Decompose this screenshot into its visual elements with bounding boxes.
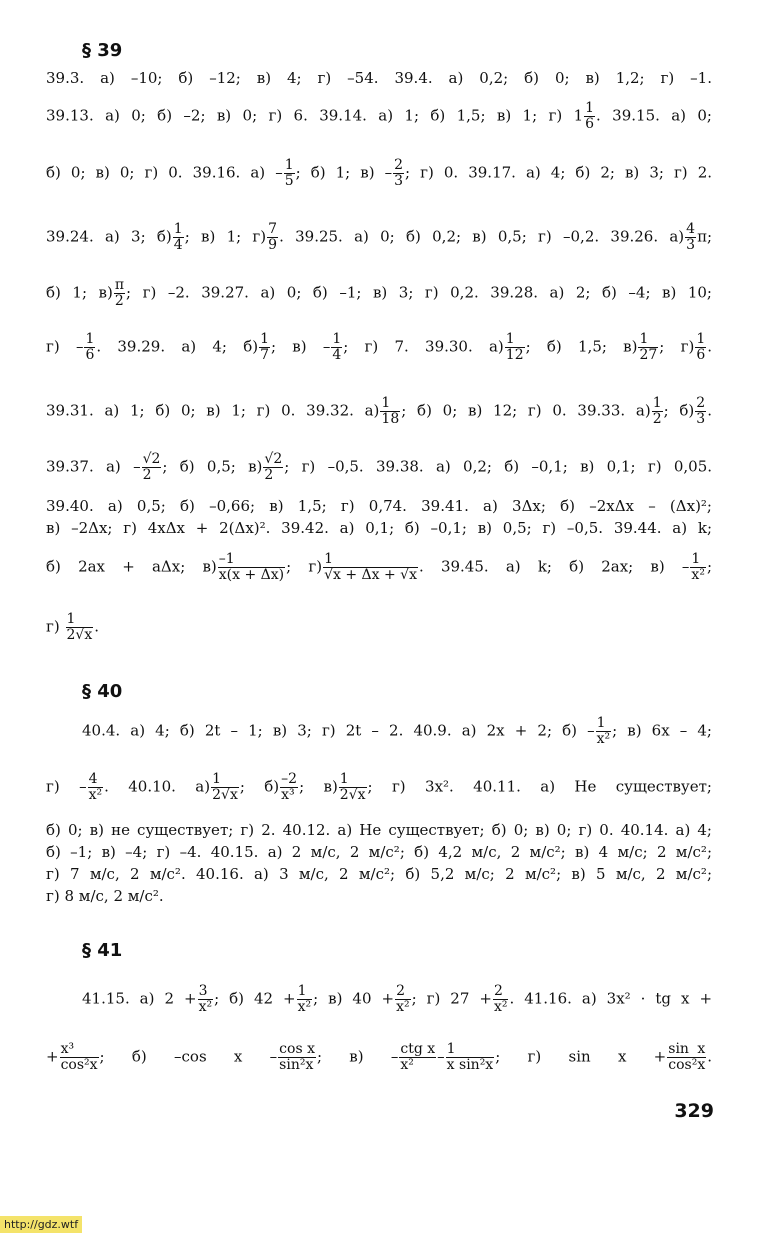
fraction: $\frac{4}{3}$: [686, 221, 696, 253]
fraction: $\frac{1}{6}$: [85, 331, 95, 363]
fraction: $\frac{\text{sin x}}{\text{cos²x}}$: [668, 1041, 706, 1073]
answer-line: в) –2Δx; г) 4xΔx + 2(Δx)². 39.42. а) 0,1; б) –0,1; в) 0,5; г) –0,5. 39.44. а) k;: [46, 519, 712, 537]
watermark-link[interactable]: http://gdz.wtf: [0, 1216, 82, 1233]
fraction: $\frac{1}{√x + \Delta x + √x}$: [324, 551, 417, 583]
fraction: $\frac{1}{7}$: [260, 331, 269, 363]
answer-line: 41.15. а) 2 + $\frac{3}{\text{x²}}$ ; б) 42 + $\frac{1}{\text{x²}}$ ; в) 40 + $\frac{2}{\text{x²}}$ ; г) 27 + $\frac{2}{\text{x²}}$ . 41.16. а) 3x² · tg x +: [82, 983, 713, 1015]
answer-line: 39.37. а) – $\frac{√2}{2}$ ; б) 0,5; в) $\frac{√2}{2}$ ; г) –0,5. 39.38. а) 0,2; б) –0,1; в) 0,1; г) 0,05.: [46, 451, 713, 483]
answer-line: 40.4. а) 4; б) 2t – 1; в) 3; г) 2t – 2. 40.9. а) 2x + 2; б) – $\frac{1}{\text{x²}}$ ; в) 6x – 4;: [82, 715, 712, 747]
fraction: $\frac{1}{\text{x sin²x}}$: [446, 1041, 494, 1073]
answer-line: г) – $\frac{4}{\text{x²}}$ . 40.10. а) $\frac{1}{2√x}$ ; б) $\frac{-2}{\text{x³}}$ ; в) $\frac{1}{2√x}$ ; г) 3x². 40.11. а) Не существует;: [46, 771, 712, 803]
answer-line: г) 7 м/с, 2 м/с². 40.16. а) 3 м/с, 2 м/с²; б) 5,2 м/с; 2 м/с²; в) 5 м/с, 2 м/с²;: [46, 865, 712, 883]
answer-line: б) –1; в) –4; г) –4. 40.15. а) 2 м/с, 2 м/с²; б) 4,2 м/с, 2 м/с²; в) 4 м/с; 2 м/с²;: [46, 843, 712, 861]
fraction: $\frac{-1}{x(x + \Delta x)}$: [218, 551, 285, 583]
fraction: $\frac{1}{\text{x²}}$: [596, 715, 611, 747]
fraction: $\frac{2}{3}$: [696, 395, 706, 427]
fraction: $\frac{1}{\text{x²}}$: [691, 551, 705, 583]
answer-line: г) $\frac{1}{2√x}$ .: [46, 611, 100, 643]
fraction: $\frac{2}{3}$: [394, 157, 404, 189]
answer-line: б) 0; в) 0; г) 0. 39.16. а) – $\frac{1}{5}$ ; б) 1; в) – $\frac{2}{3}$ ; г) 0. 39.17. а) 4; б) 2; в) 3; г) 2.: [46, 157, 713, 189]
fraction: $\frac{1}{5}$: [284, 157, 294, 189]
fraction: $\frac{-2}{\text{x³}}$: [281, 771, 298, 803]
answer-line: 39.13. а) 0; б) –2; в) 0; г) 6. 39.14. а) 1; б) 1,5; в) 1; г) 1 $\frac{1}{6}$ . 39.15. а) 0;: [46, 100, 712, 132]
answer-line: б) 1; в) $\frac{\pi}{2}$ ; г) –2. 39.27. а) 0; б) –1; в) 3; г) 0,2. 39.28. а) 2; б) –4; в) 10;: [46, 277, 712, 309]
fraction: $\frac{1}{6}$: [696, 331, 706, 363]
fraction: $\frac{1}{2√x}$: [339, 771, 366, 803]
section-39-title: § 39: [82, 40, 123, 61]
fraction: $\frac{1}{18}$: [381, 395, 400, 427]
answer-line: 39.3. а) –10; б) –12; в) 4; г) –54. 39.4. а) 0,2; б) 0; в) 1,2; г) –1.: [46, 69, 712, 87]
answer-line: + $\frac{\text{x³}}{\text{cos²x}}$ ; б) –cos x – $\frac{\text{cos x}}{\text{sin²x}}$ ; в) – $\frac{\text{ctg x}}{\text{x²}}$ – $\frac{1}{\text{x sin²x}}$ ; г) sin x + $\frac{\text{sin x}}{\text{cos²x}}$ .: [46, 1041, 713, 1073]
fraction: $\frac{1}{\text{x²}}$: [297, 983, 312, 1015]
fraction: $\frac{1}{4}$: [173, 221, 183, 253]
fraction: $\frac{√2}{2}$: [142, 451, 161, 483]
fraction: $\frac{1}{6}$: [585, 100, 595, 132]
fraction: $\frac{7}{9}$: [268, 221, 278, 253]
fraction: $\frac{4}{\text{x²}}$: [88, 771, 103, 803]
fraction: $\frac{\text{cos x}}{\text{sin²x}}$: [279, 1041, 315, 1073]
fraction: $\frac{\text{ctg x}}{\text{x²}}$: [400, 1041, 436, 1073]
fraction: $\frac{1}{12}$: [505, 331, 524, 363]
fraction: $\frac{2}{\text{x²}}$: [493, 983, 508, 1015]
answer-line: г) 8 м/с, 2 м/с².: [46, 887, 164, 905]
answer-line: 39.24. а) 3; б) $\frac{1}{4}$ ; в) 1; г) $\frac{7}{9}$ . 39.25. а) 0; б) 0,2; в) 0,5; г) –0,2. 39.26. а) $\frac{4}{3}$ π;: [46, 221, 713, 253]
fraction: $\frac{√2}{2}$: [264, 451, 283, 483]
answer-line: 39.31. а) 1; б) 0; в) 1; г) 0. 39.32. а) $\frac{1}{18}$ ; б) 0; в) 12; г) 0. 39.33. а) $\frac{1}{2}$ ; б) $\frac{2}{3}$ .: [46, 395, 712, 427]
section-40-title: § 40: [82, 681, 123, 702]
answer-line: б) 0; в) не существует; г) 2. 40.12. а) Не существует; б) 0; в) 0; г) 0. 40.14. а) 4;: [46, 821, 712, 839]
answer-line: 39.40. а) 0,5; б) –0,66; в) 1,5; г) 0,74. 39.41. а) 3Δx; б) –2xΔx – (Δx)²;: [46, 497, 712, 515]
fraction: $\frac{1}{2√x}$: [212, 771, 238, 803]
fraction: $\frac{1}{4}$: [332, 331, 342, 363]
fraction: $\frac{1}{27}$: [639, 331, 658, 363]
page-number: 329: [674, 1100, 714, 1122]
section-41-title: § 41: [82, 940, 123, 961]
fraction: $\frac{3}{\text{x²}}$: [198, 983, 213, 1015]
fraction: $\frac{1}{2}$: [652, 395, 662, 427]
fraction: $\frac{\text{x³}}{\text{cos²x}}$: [60, 1041, 98, 1073]
fraction: $\frac{1}{2√x}$: [66, 611, 93, 643]
fraction: $\frac{2}{\text{x²}}$: [396, 983, 410, 1015]
fraction: $\frac{\pi}{2}$: [114, 277, 125, 309]
answer-line: б) 2ax + aΔx; в) $\frac{-1}{x(x + \Delta x)}$ ; г) $\frac{1}{√x + \Delta x + √x}$ . 39.45. а) k; б) 2ax; в) – $\frac{1}{\text{x²}}$ ;: [46, 551, 712, 583]
answer-line: г) – $\frac{1}{6}$ . 39.29. а) 4; б) $\frac{1}{7}$ ; в) – $\frac{1}{4}$ ; г) 7. 39.30. а) $\frac{1}{12}$ ; б) 1,5; в) $\frac{1}{27}$ ; г) $\frac{1}{6}$ .: [46, 331, 713, 363]
